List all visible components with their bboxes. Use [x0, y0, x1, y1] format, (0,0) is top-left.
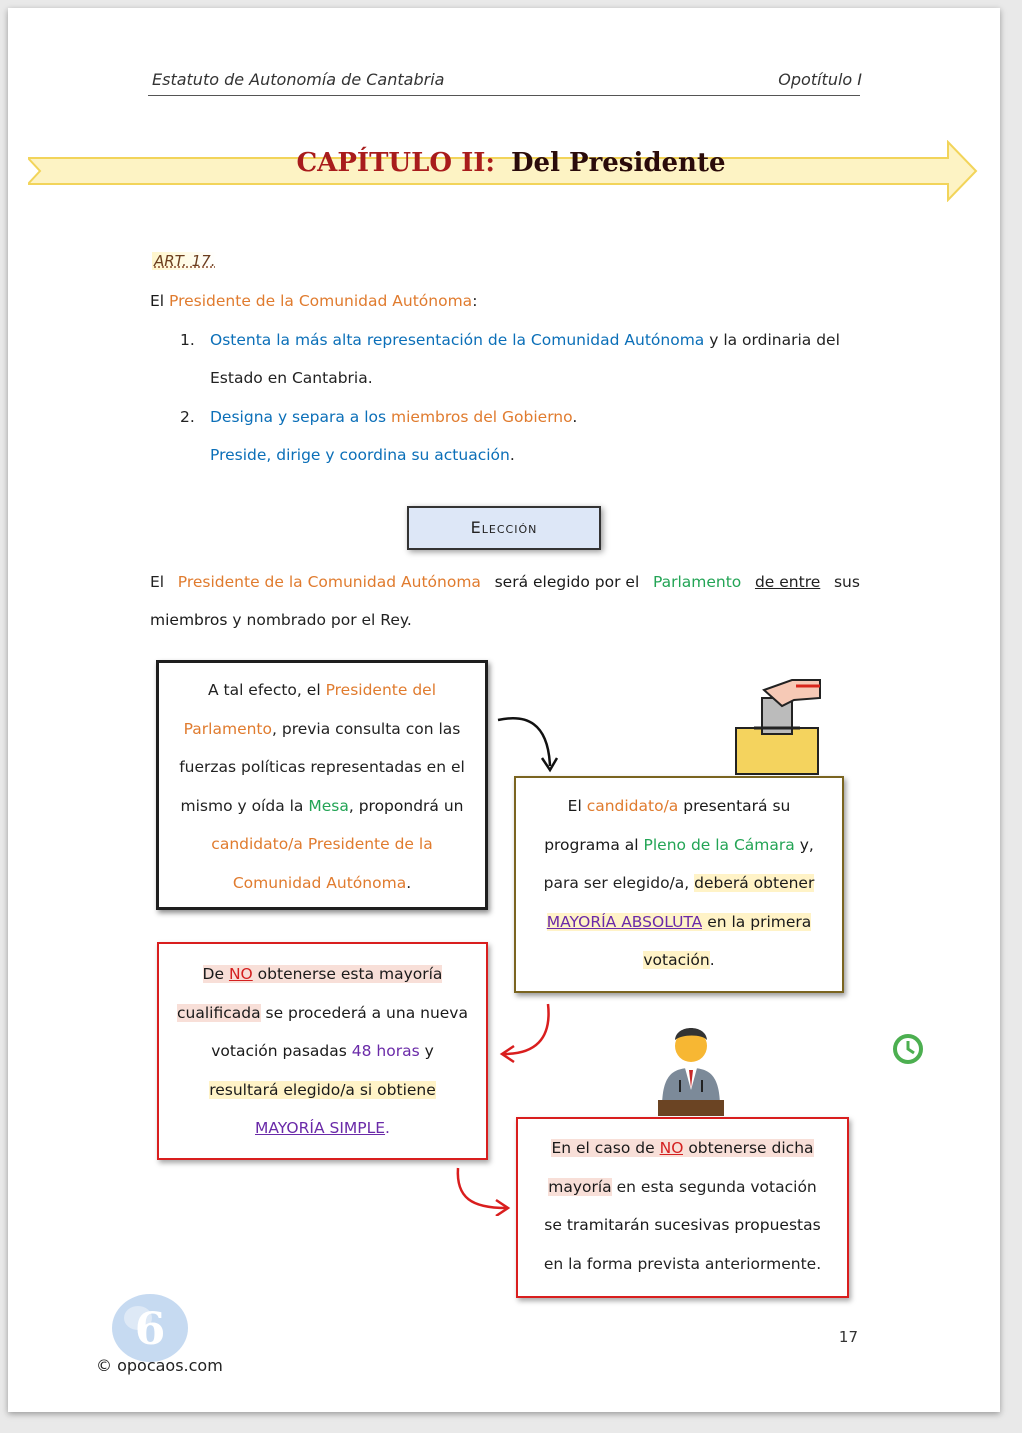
clock-icon [891, 1032, 925, 1066]
term-presidente: Presidente de la Comunidad Autónoma [169, 292, 473, 310]
second-vote-box: De NO obtenerse esta mayoría cualificada se procederá a una nueva votación pasadas 48 horas y resultará elegido/a si obtiene MAYORÍA SIMPLE. [157, 942, 488, 1160]
election-paragraph-cont: miembros y nombrado por el Rey. [150, 611, 412, 629]
red-curved-arrow-2-icon [454, 1166, 514, 1216]
list-item-1: Ostenta la más alta representación de la Comunidad Autónoma y la ordinaria del [210, 331, 840, 349]
header-divider [148, 95, 860, 96]
election-paragraph: El Presidente de la Comunidad Autónoma será elegido por el Parlamento de entre sus [150, 573, 860, 591]
page-number: 17 [838, 1328, 858, 1346]
candidate-box: El candidato/a presentará su programa al Pleno de la Cámara y, para ser elegido/a, deberá obtener MAYORÍA ABSOLUTA en la primera votación. [514, 776, 844, 993]
header-left-title: Estatuto de Autonomía de Cantabria [152, 70, 445, 89]
section-title-eleccion: Elección [407, 506, 601, 550]
article-label: ART. 17. [154, 252, 216, 270]
logo-glyph: 6 [134, 1304, 166, 1355]
item-number-2: 2. [180, 408, 195, 426]
speaker-podium-icon [656, 1018, 726, 1118]
article-intro: El Presidente de la Comunidad Autónoma: [150, 292, 478, 310]
red-curved-arrow-icon [498, 1002, 558, 1064]
list-item-2: Designa y separa a los miembros del Gobierno. [210, 408, 578, 426]
copyright-text: © opocaos.com [96, 1356, 223, 1375]
ballot-box-icon [734, 676, 824, 776]
curved-arrow-icon [496, 712, 566, 774]
chapter-title [0, 148, 1022, 178]
item-number-1: 1. [180, 331, 195, 349]
list-item-2-cont: Preside, dirige y coordina su actuación. [210, 446, 515, 464]
chapter-name: Del Presidente [511, 148, 726, 178]
list-item-1-cont: Estado en Cantabria. [210, 369, 373, 387]
header-right-title: Opotítulo I [778, 70, 862, 89]
proposal-box: A tal efecto, el Presidente del Parlamento, previa consulta con las fuerzas políticas representadas en el mismo y oída la Mesa, propondrá un candidato/a Presidente de la Comunidad Autónoma. [156, 660, 488, 910]
chapter-number: CAPÍTULO II: [296, 148, 495, 178]
successive-proposals-box: En el caso de NO obtenerse dicha mayoría en esta segunda votación se tramitarán sucesivas propuestas en la forma prevista anteriormente. [516, 1117, 849, 1298]
